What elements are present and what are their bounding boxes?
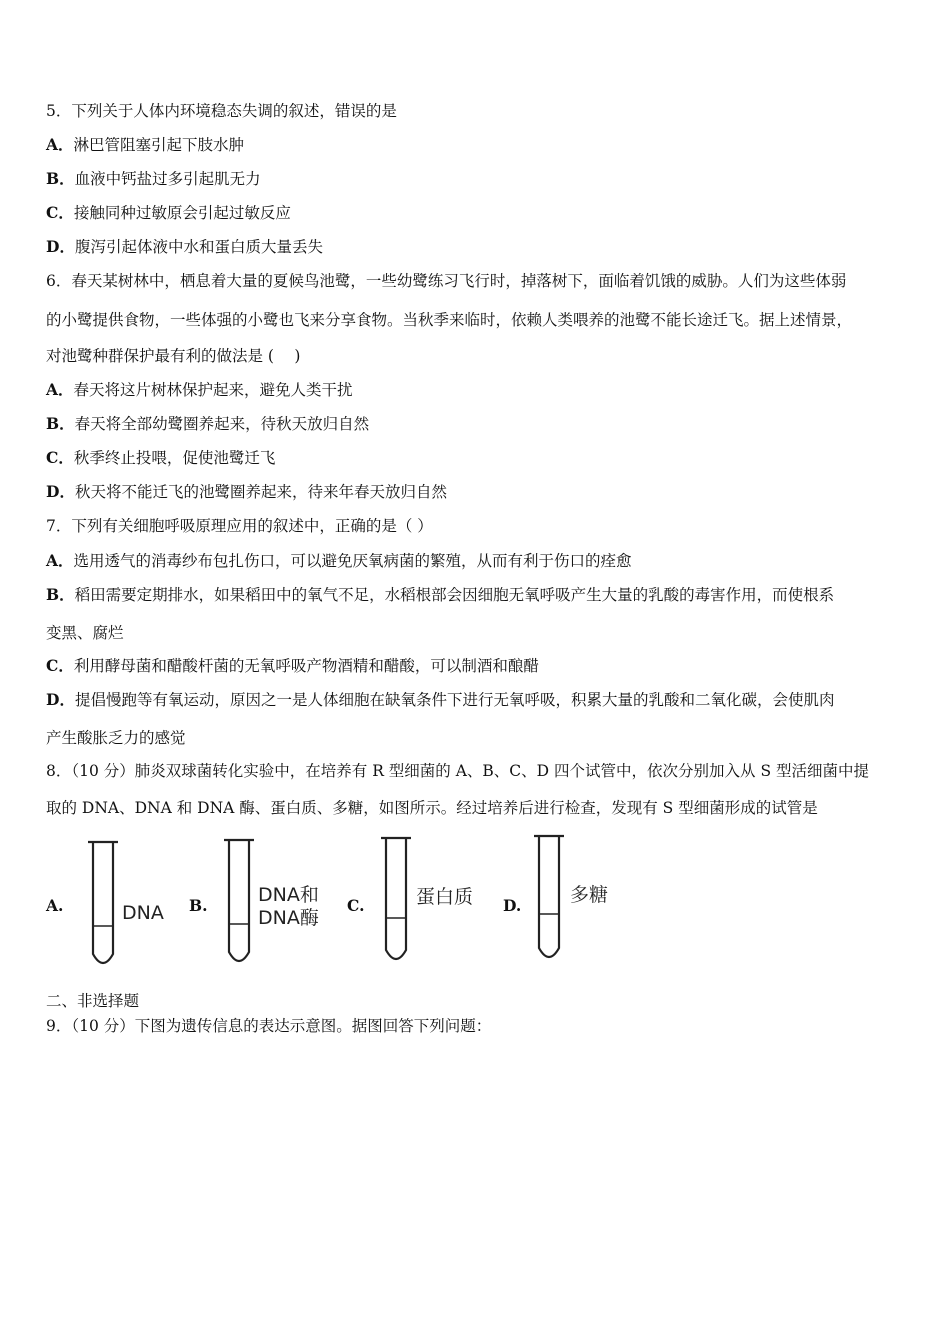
option-letter: A． [46,135,74,154]
option-letter: B． [46,169,75,188]
option-letter: C． [46,203,74,222]
q8-stem-line-2: 取的 DNA、DNA 和 DNA 酶、蛋白质、多糖，如图所示。经过培养后进行检查，发现有 S 型细菌形成的试管是 [46,799,818,817]
tube-a-label [122,902,164,925]
q7-option-c [46,656,910,676]
q6-option-a [46,380,910,400]
option-letter: B． [46,414,75,433]
tube-b-label-line-2: DNA酶 [258,907,319,929]
option-text: 血液中钙盐过多引起肌无力 [74,170,261,188]
tube-c-label [416,886,473,909]
option-text: 稻田需要定期排水，如果稻田中的氧气不足，水稻根部会因细胞无氧呼吸产生大量的乳酸的毒害作用，而使根系 [74,586,835,604]
tube-c-label-line: 蛋白质 [416,886,474,908]
option-text: 淋巴管阻塞引起下肢水肿 [73,136,245,154]
option-letter: D． [46,237,75,256]
q9-stem: 9．（10 分）下图为遗传信息的表达示意图。据图回答下列问题： [46,1017,492,1035]
option-text: 提倡慢跑等有氧运动，原因之一是人体细胞在缺氧条件下进行无氧呼吸，积累大量的乳酸和二氧化碳，会使肌肉 [74,691,835,709]
q5-stem: 5．下列关于人体内环境稳态失调的叙述，错误的是 [46,102,397,120]
option-letter: A． [46,551,74,570]
option-letter: D． [46,482,75,501]
section-2-title: 二、非选择题 [46,992,140,1010]
option-text: 腹泻引起体液中水和蛋白质大量丢失 [74,238,323,256]
q6-option-b [46,414,910,434]
q7-option-b-continued [46,623,910,643]
option-letter: D． [46,690,75,709]
tube-c-letter: C. [347,896,365,915]
option-text: 利用酵母菌和醋酸杆菌的无氧呼吸产物酒精和醋酸，可以制酒和酿醋 [73,657,539,675]
q6-stem-line-3: 对池鹭种群保护最有利的做法是 ( ) [46,347,301,365]
option-letter: A． [46,380,74,399]
option-text: 春天将全部幼鹭圈养起来，待秋天放归自然 [74,415,370,433]
test-tube-b-icon [222,838,256,966]
q7-option-b [46,585,910,605]
tube-a-label-line: DNA [122,902,164,924]
option-letter: B． [46,585,75,604]
option-letter: C． [46,656,74,675]
q5-option-b [46,169,910,189]
q5-option-a [46,135,910,155]
option-text: 秋天将不能迁飞的池鹭圈养起来，待来年春天放归自然 [74,483,447,501]
tube-a-letter: A. [46,896,64,915]
q5-option-d [46,237,910,257]
q5-option-c [46,203,910,223]
q7-option-d-continued [46,728,910,748]
tube-d-label-line: 多糖 [570,884,609,906]
tube-b-label-line-1: DNA和 [258,884,319,906]
q6-stem-line-2: 的小鹭提供食物，一些体强的小鹭也飞来分享食物。当秋季来临时，依赖人类喂养的池鹭不能长途迁飞。据上述情景， [46,311,853,329]
q6-option-d [46,482,910,502]
test-tube-figure [46,834,666,974]
option-text: 接触同种过敏原会引起过敏反应 [73,204,291,222]
tube-d-letter: D. [503,896,522,915]
option-letter: C． [46,448,74,467]
q7-option-a [46,551,910,571]
test-tube-c-icon [379,836,413,964]
tube-d-label [570,884,608,907]
option-text: 产生酸胀乏力的感觉 [46,729,186,747]
q6-stem-line-1: 6．春天某树林中，栖息着大量的夏候鸟池鹭，一些幼鹭练习飞行时，掉落树下，面临着饥饿的威胁。人们为这些体弱 [46,272,847,290]
option-text: 变黑、腐烂 [46,624,124,642]
q6-option-c [46,448,910,468]
q7-option-d [46,690,910,710]
test-tube-d-icon [532,834,566,962]
test-tube-a-icon [86,840,120,968]
q8-stem-line-1: 8．（10 分）肺炎双球菌转化实验中，在培养有 R 型细菌的 A、B、C、D 四个试管中，依次分别加入从 S 型活细菌中提 [46,762,869,780]
option-text: 春天将这片树林保护起来，避免人类干扰 [73,381,353,399]
option-text: 选用透气的消毒纱布包扎伤口，可以避免厌氧病菌的繁殖，从而有利于伤口的痊愈 [73,552,632,570]
option-text: 秋季终止投喂，促使池鹭迁飞 [73,449,276,467]
tube-b-letter: B. [189,896,208,915]
tube-b-label [258,884,319,930]
q7-stem: 7．下列有关细胞呼吸原理应用的叙述中，正确的是（ ） [46,517,433,535]
